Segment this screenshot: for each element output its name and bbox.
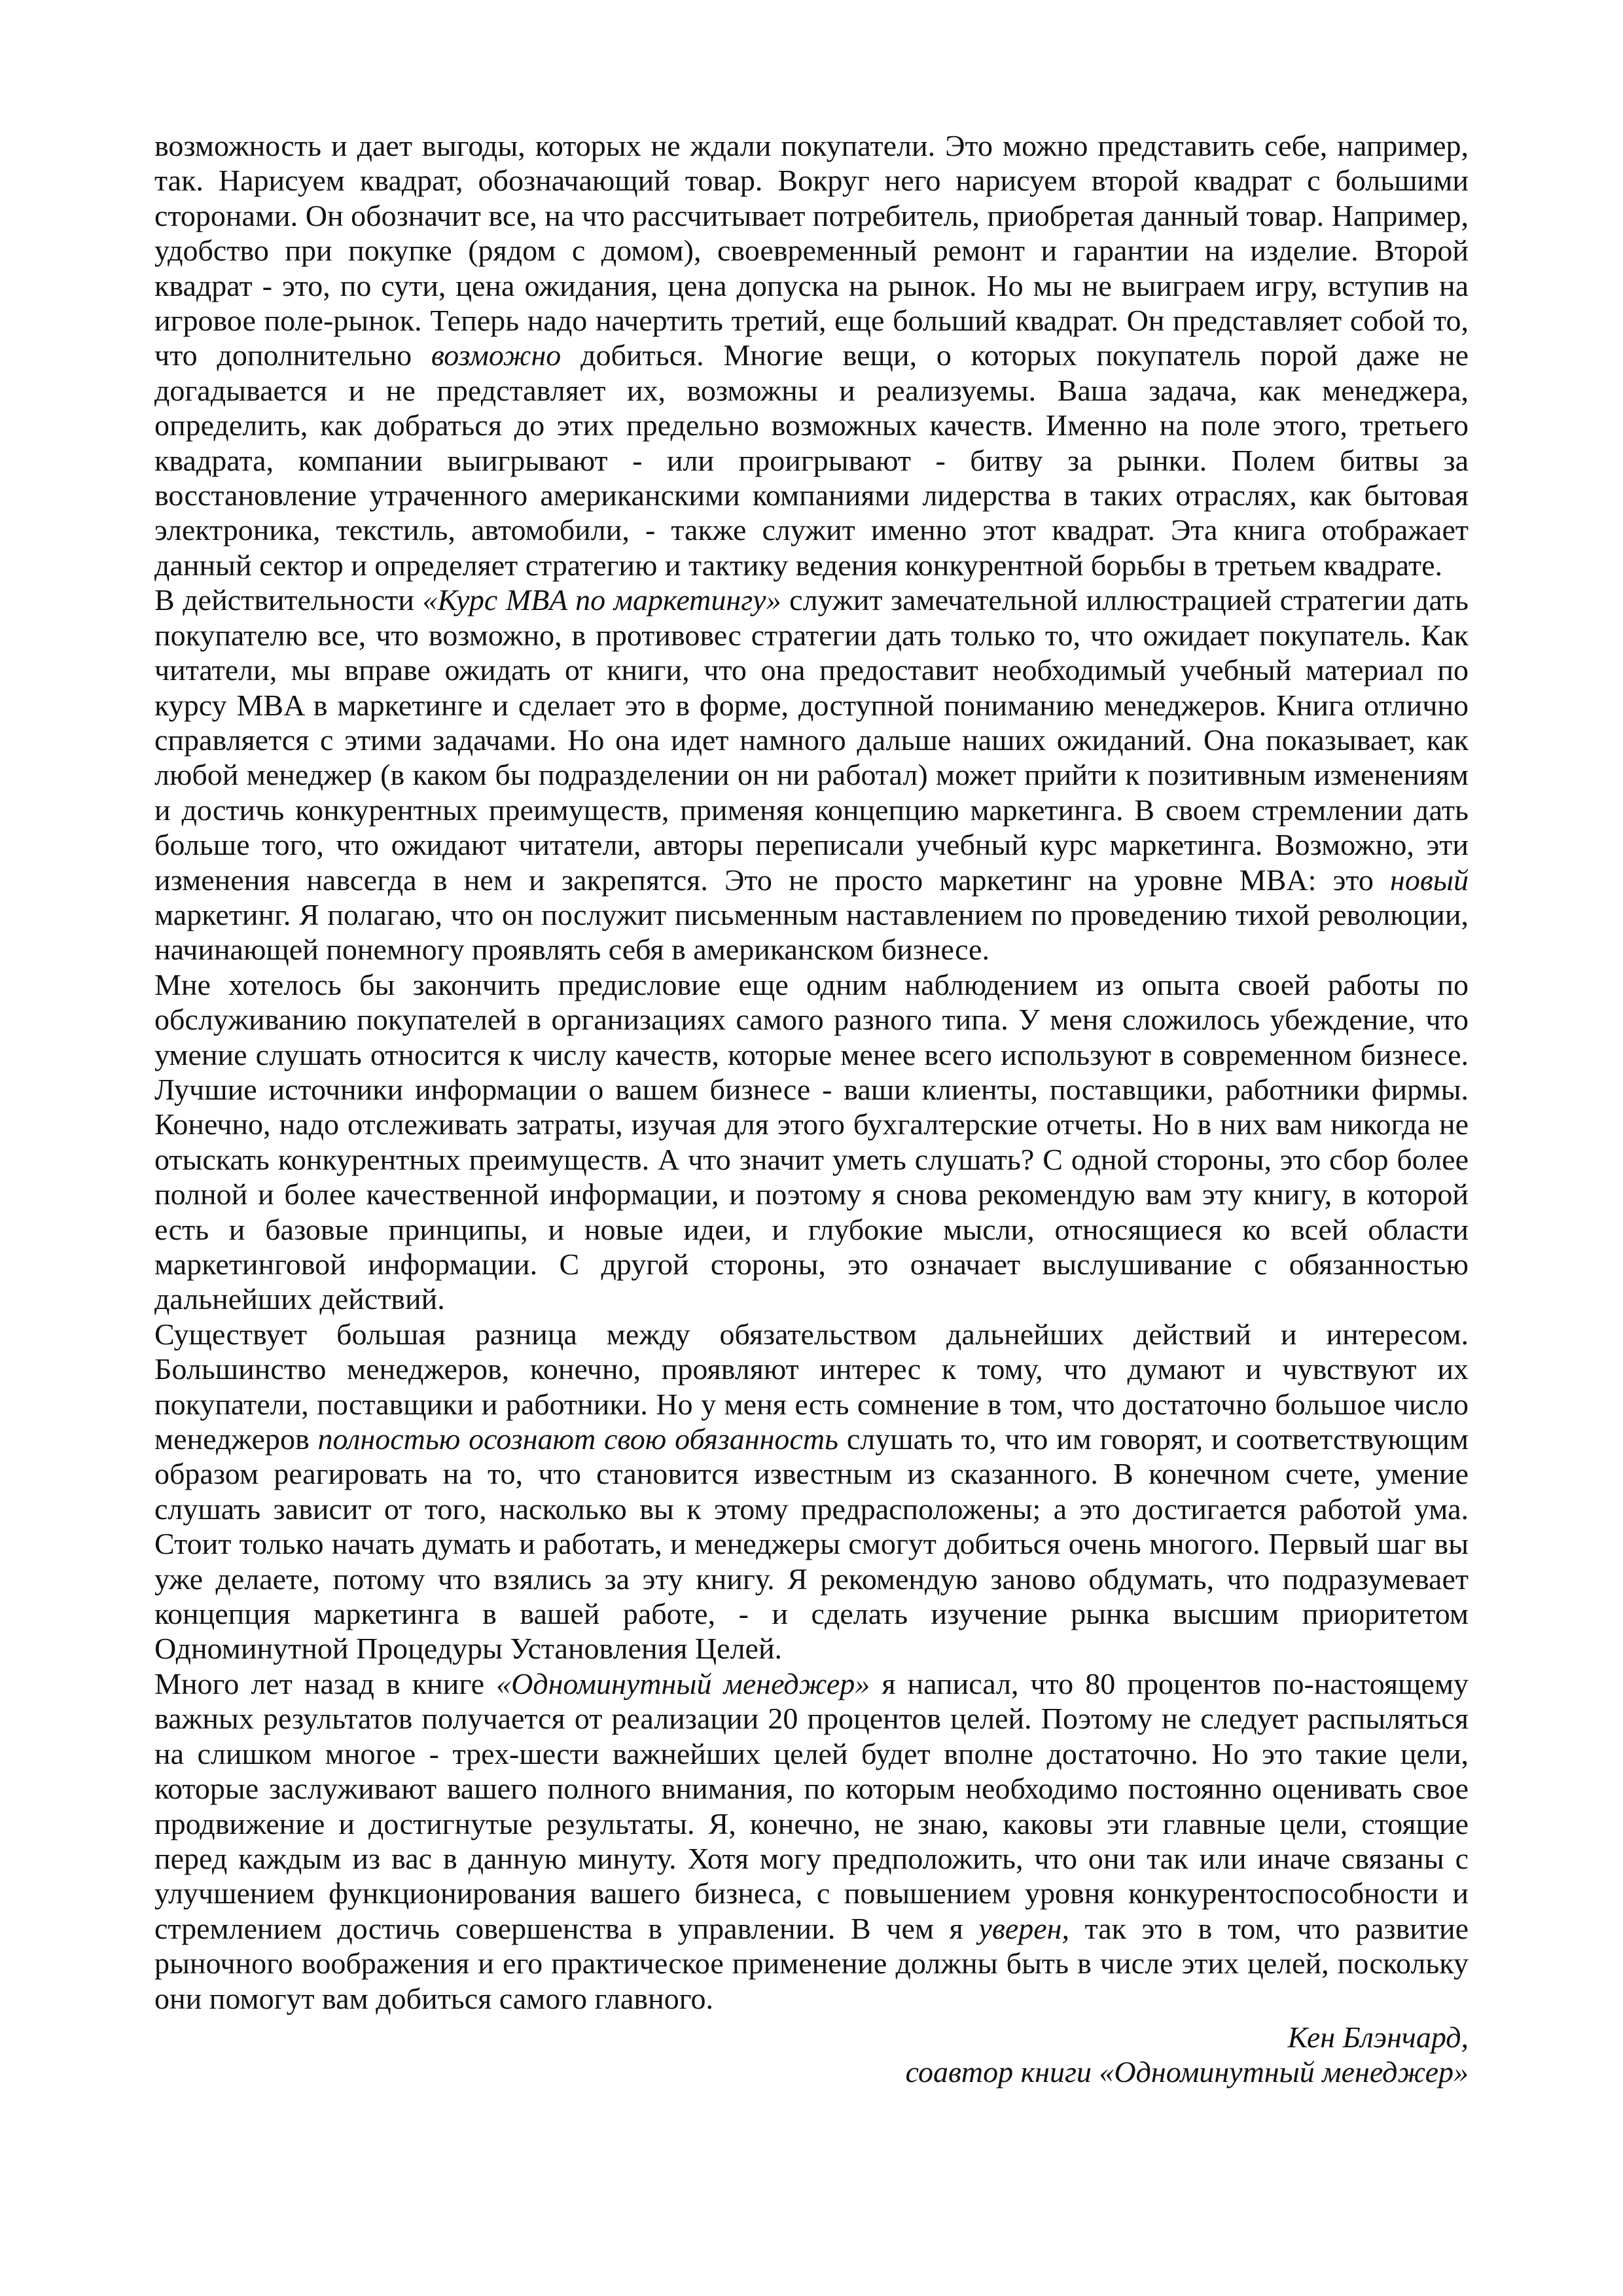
signature-role: соавтор книги «Одноминутный менеджер» — [905, 2055, 1469, 2089]
italic-text-run: «Курс MBA по маркетингу» — [422, 583, 781, 617]
text-run: Существует большая разница между обязательством дальнейших действий и интересом. Большинство менеджеров, конечно, проявляют интерес к тому, что думают и чувствуют их покупатели, поставщики и работники. Но у меня есть сомнение в том, что достаточно большое число менеджеров — [154, 1317, 1469, 1456]
text-run: служит замечательной иллюстрацией стратегии дать покупателю все, что возможно, в противовес стратегии дать только то, что ожидает покупатель. Как читатели, мы вправе ожидать от книги, что она предоставит необходимый учебный материал по курсу MBA в маркетинге и сделает это в форме, доступной пониманию менеджеров. Книга отлично справляется с этими задачами. Но она идет намного дальше наших ожиданий. Она показывает, как любой менеджер (в каком бы подразделении он ни работал) может прийти к позитивным изменениям и достичь конкурентных преимуществ, применяя концепцию маркетинга. В своем стремлении дать больше того, что ожидают читатели, авторы переписали учебный курс маркетинга. Возможно, эти изменения навсегда в нем и закрепятся. Это не просто маркетинг на уровне MBA: это — [154, 583, 1469, 897]
paragraph-5 — [154, 1666, 1469, 2016]
text-run: добиться. Многие вещи, о которых покупатель порой даже не догадывается и не представляет их, возможны и реализуемы. Ваша задача, как менеджера, определить, как добраться до этих предельно возможных качеств. Именно на поле этого, третьего квадрата, компании выигрывают - или проигрывают - битву за рынки. Полем битвы за восстановление утраченного американскими компаниями лидерства в таких отраслях, как бытовая электроника, текстиль, автомобили, - также служит именно этот квадрат. Эта книга отображает данный сектор и определяет стратегию и тактику ведения конкурентной борьбы в третьем квадрате. — [154, 338, 1469, 582]
paragraph-4 — [154, 1317, 1469, 1666]
italic-text-run: полностью осознают свою обязанность — [317, 1422, 838, 1456]
text-run: слушать то, что им говорят, и соответствующим образом реагировать на то, что становится известным из сказанного. В конечном счете, умение слушать зависит от того, насколько вы к этому предрасположены; а это достигается работой ума. Стоит только начать думать и работать, и менеджеры смогут добиться очень многого. Первый шаг вы уже делаете, потому что взялись за эту книгу. Я рекомендую заново обдумать, что подразумевает концепция маркетинга в вашей работе, - и сделать изучение рынка высшим приоритетом Одноминутной Процедуры Установления Целей. — [154, 1422, 1469, 1666]
text-run: возможность и дает выгоды, которых не ждали покупатели. Это можно представить себе, например, так. Нарисуем квадрат, обозначающий товар. Вокруг него нарисуем второй квадрат с большими сторонами. Он обозначит все, на что рассчитывает потребитель, приобретая данный товар. Например, удобство при покупке (рядом с домом), своевременный ремонт и гарантии на изделие. Второй квадрат - это, по сути, цена ожидания, цена допуска на рынок. Но мы не выиграем игру, вступив на игровое поле-рынок. Теперь надо начертить третий, еще больший квадрат. Он представляет собой то, что дополнительно — [154, 129, 1469, 372]
italic-text-run: новый — [1390, 863, 1469, 897]
italic-text-run: «Одноминутный менеджер» — [496, 1666, 870, 1700]
text-run: маркетинг. Я полагаю, что он послужит письменным наставлением по проведению тихой революции, начинающей понемногу проявлять себя в американском бизнесе. — [154, 897, 1469, 967]
italic-text-run: уверен, — [978, 1911, 1069, 1945]
document-body — [154, 128, 1469, 2016]
text-run: В действительности — [154, 583, 423, 617]
paragraph-3 — [154, 967, 1469, 1317]
italic-text-run: возможно — [431, 338, 562, 372]
paragraph-2 — [154, 583, 1469, 967]
text-run: Много лет назад в книге — [154, 1666, 497, 1700]
signature-name: Кен Блэнчард, — [1287, 2020, 1469, 2054]
text-run: Мне хотелось бы закончить предисловие еще одним наблюдением из опыта своей работы по обслуживанию покупателей в организациях самого разного типа. У меня сложилось убеждение, что умение слушать относится к числу качеств, которые менее всего используют в современном бизнесе. Лучшие источники информации о вашем бизнесе - ваши клиенты, поставщики, работники фирмы. Конечно, надо отслеживать затраты, изучая для этого бухгалтерские отчеты. Но в них вам никогда не отыскать конкурентных преимуществ. А что значит уметь слушать? С одной стороны, это сбор более полной и более качественной информации, и поэтому я снова рекомендую вам эту книгу, в которой есть и базовые принципы, и новые идеи, и глубокие мысли, относящиеся ко всей области маркетинговой информации. С другой стороны, это означает выслушивание с обязанностью дальнейших действий. — [154, 967, 1469, 1316]
text-run: так это в том, что развитие рыночного воображения и его практическое применение должны быть в числе этих целей, поскольку они помогут вам добиться самого главного. — [154, 1911, 1469, 2015]
signature-block — [154, 2020, 1469, 2090]
text-run: я написал, что 80 процентов по-настоящему важных результатов получается от реализации 20 процентов целей. Поэтому не следует распыляться на слишком многое - трех-шести важнейших целей будет вполне достаточно. Но это такие цели, которые заслуживают вашего полного внимания, по которым необходимо постоянно оценивать свое продвижение и достигнутые результаты. Я, конечно, не знаю, каковы эти главные цели, стоящие перед каждым из вас в данную минуту. Хотя могу предположить, что они так или иначе связаны с улучшением функционирования вашего бизнеса, с повышением уровня конкурентоспособности и стремлением достичь совершенства в управлении. В чем я — [154, 1666, 1469, 1945]
paragraph-1 — [154, 128, 1469, 583]
document-page — [154, 128, 1469, 2090]
